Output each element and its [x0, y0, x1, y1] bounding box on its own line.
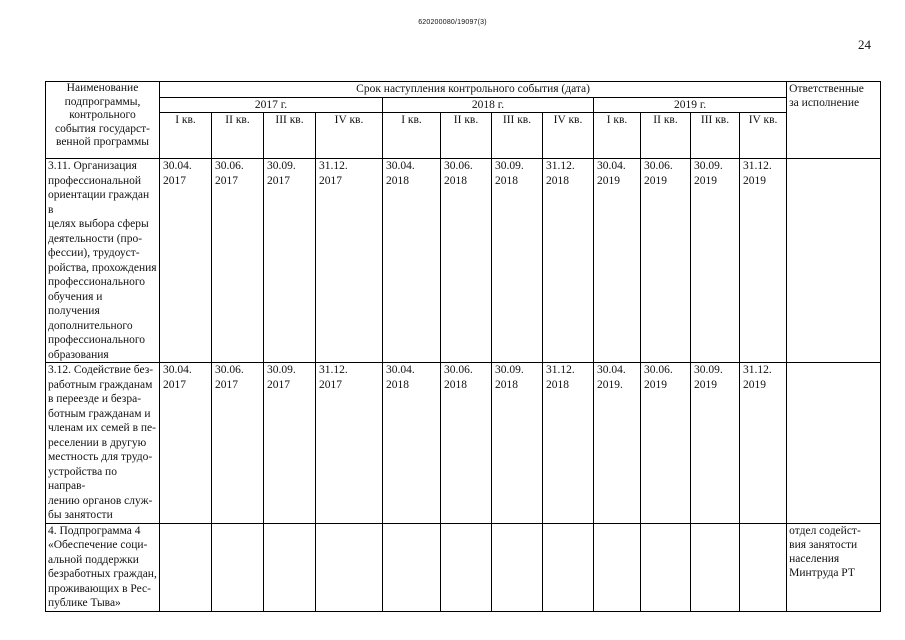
deadline-date-part: 2019	[743, 174, 766, 187]
deadline-date-part: 30.04.	[163, 364, 192, 376]
header-name-line: подпрограммы,	[64, 95, 141, 108]
deadline-date-cell	[316, 523, 383, 611]
deadline-date-cell	[641, 523, 691, 611]
event-name-line: работным гражданам	[48, 378, 153, 391]
deadline-date-part: 30.06.	[644, 364, 673, 376]
header-year: 2017 г.	[160, 97, 383, 113]
event-name-line: членам их семей в пе-	[48, 422, 156, 434]
event-name-line: местность для трудо-	[48, 451, 153, 463]
deadline-date-part: 2019	[644, 378, 667, 391]
deadline-date-cell	[441, 159, 492, 363]
event-name-line: ориентации граждан в	[48, 189, 150, 216]
event-name-line: целях выбора сферы	[48, 218, 149, 230]
deadline-date-cell	[383, 363, 441, 524]
deadline-date-cell	[160, 363, 212, 524]
header-quarter: II кв.	[441, 113, 492, 159]
deadline-date-part: 30.04.	[597, 364, 626, 376]
header-responsible	[787, 82, 881, 159]
deadline-date-part: 2019	[597, 174, 620, 187]
deadline-date-cell	[212, 159, 264, 363]
event-name-line: ботным гражданам и	[48, 407, 151, 420]
deadline-date-part: 30.06.	[215, 364, 244, 376]
deadline-date-part: 30.04.	[597, 160, 626, 172]
deadline-date-part: 30.04.	[386, 364, 415, 376]
event-name-line: проживающих в Рес-	[48, 582, 151, 595]
header-name-line: события государст-	[55, 122, 150, 135]
deadline-date-part: 2019	[644, 174, 667, 187]
deadline-date-cell	[543, 523, 594, 611]
header-name-column	[46, 82, 160, 159]
deadline-date-cell	[691, 523, 740, 611]
deadline-date-part: 30.06.	[644, 160, 673, 172]
deadline-date-cell	[492, 363, 543, 524]
deadline-date-cell	[316, 363, 383, 524]
deadline-date-part: 30.09.	[694, 160, 723, 172]
responsible-line: населения	[789, 552, 840, 565]
event-name-line: обучения и получения	[48, 290, 103, 317]
deadline-date-part: 2018	[495, 174, 518, 187]
event-name-line: образования	[48, 348, 109, 361]
event-name-line: бы занятости	[48, 509, 113, 521]
deadline-date-part: 31.12.	[319, 364, 348, 376]
deadline-date-cell	[316, 159, 383, 363]
deadline-date-part: 31.12.	[319, 160, 348, 172]
header-name-line: Наименование	[66, 82, 139, 94]
deadline-date-part: 30.09.	[495, 364, 524, 376]
responsible-cell	[787, 523, 881, 611]
deadline-date-part: 30.06.	[215, 160, 244, 172]
event-name-line: безработных граждан,	[48, 568, 157, 580]
deadline-date-cell	[740, 159, 787, 363]
deadline-date-part: 2017	[163, 174, 186, 187]
table-row	[46, 363, 881, 524]
deadline-date-part: 2019	[694, 378, 717, 391]
event-name-line: 4. Подпрограмма 4	[48, 524, 141, 537]
deadline-date-cell	[691, 363, 740, 524]
deadline-date-part: 2018	[386, 378, 409, 391]
event-name-line: в переезде и безра-	[48, 393, 142, 405]
deadline-date-cell	[160, 523, 212, 611]
deadline-date-cell	[641, 363, 691, 524]
deadline-date-cell	[594, 159, 641, 363]
header-quarter: I кв.	[160, 113, 212, 159]
header-quarter: IV кв.	[740, 113, 787, 159]
header-quarter: III кв.	[264, 113, 316, 159]
header-quarter: I кв.	[383, 113, 441, 159]
deadline-date-part: 30.09.	[495, 160, 524, 172]
header-responsible-line: за исполнение	[789, 97, 860, 109]
event-name-line: 3.11. Организация	[48, 160, 137, 172]
responsible-line: Минтруда РТ	[789, 566, 855, 579]
deadline-date-part: 2017	[215, 174, 238, 187]
deadline-date-part: 2017	[267, 378, 290, 391]
deadline-date-cell	[543, 159, 594, 363]
header-year: 2019 г.	[594, 97, 787, 113]
header-year: 2018 г.	[383, 97, 594, 113]
deadline-date-cell	[691, 159, 740, 363]
deadline-date-part: 2018	[444, 378, 467, 391]
event-name-line: реселении в другую	[48, 436, 147, 449]
deadline-date-part: 2018	[546, 378, 569, 391]
deadline-date-part: 2019.	[597, 378, 623, 391]
responsible-cell	[787, 159, 881, 363]
header-responsible-line: Ответственные	[789, 83, 864, 95]
event-name-line: ройства, прохождения	[48, 261, 157, 274]
page-number: 24	[858, 37, 871, 52]
event-name-line: 3.12. Содействие без-	[48, 364, 154, 376]
deadline-date-part: 30.09.	[694, 364, 723, 376]
header-name-line: венной программы	[55, 136, 150, 148]
deadline-date-cell	[383, 159, 441, 363]
event-name	[46, 363, 160, 524]
event-name-line: лению органов служ-	[48, 494, 153, 507]
header-quarter: II кв.	[641, 113, 691, 159]
deadline-date-cell	[264, 159, 316, 363]
deadline-date-cell	[441, 363, 492, 524]
deadline-date-part: 2017	[319, 174, 342, 187]
header-quarter: III кв.	[492, 113, 543, 159]
table-row	[46, 523, 881, 611]
event-name-line: фессии), трудоуст-	[48, 247, 140, 259]
header-quarter: IV кв.	[316, 113, 383, 159]
event-name-line: альной поддержки	[48, 553, 139, 566]
deadline-date-cell	[543, 363, 594, 524]
deadline-date-cell	[492, 523, 543, 611]
deadline-date-cell	[441, 523, 492, 611]
event-name-line: публике Тыва»	[48, 597, 121, 609]
deadline-date-part: 31.12.	[743, 160, 772, 172]
header-quarter: I кв.	[594, 113, 641, 159]
header-deadline: Срок наступления контрольного события (дата)	[160, 82, 787, 98]
responsible-line: вия занятости	[789, 538, 858, 551]
deadline-date-part: 2019	[743, 378, 766, 391]
deadline-date-cell	[383, 523, 441, 611]
deadline-date-cell	[641, 159, 691, 363]
deadline-date-part: 30.09.	[267, 160, 296, 172]
header-quarter: IV кв.	[543, 113, 594, 159]
document-code: 620200080/19097(3)	[418, 19, 487, 26]
event-name-line: профессионального	[48, 276, 146, 288]
deadline-date-part: 31.12.	[743, 364, 772, 376]
deadline-date-cell	[594, 363, 641, 524]
deadline-date-cell	[492, 159, 543, 363]
header-quarter: II кв.	[212, 113, 264, 159]
deadline-date-part: 30.06.	[444, 160, 473, 172]
deadline-date-part: 2018	[386, 174, 409, 187]
responsible-line: отдел содейст-	[789, 524, 861, 537]
event-name-line: профессиональной	[48, 174, 142, 187]
deadline-date-cell	[740, 523, 787, 611]
deadline-date-part: 2017	[319, 378, 342, 391]
deadline-date-part: 2017	[267, 174, 290, 187]
deadline-date-part: 2017	[215, 378, 238, 391]
header-quarter: III кв.	[691, 113, 740, 159]
deadline-date-part: 2018	[546, 174, 569, 187]
header-name-line: контрольного	[69, 109, 136, 121]
deadline-date-part: 30.06.	[444, 364, 473, 376]
deadline-date-cell	[740, 363, 787, 524]
deadline-date-part: 31.12.	[546, 364, 575, 376]
deadline-date-part: 2017	[163, 378, 186, 391]
deadline-date-cell	[594, 523, 641, 611]
table-row	[46, 159, 881, 363]
deadline-date-cell	[160, 159, 212, 363]
deadline-date-part: 30.09.	[267, 364, 296, 376]
control-events-table	[45, 81, 881, 612]
event-name-line: «Обеспечение соци-	[48, 539, 148, 551]
event-name	[46, 523, 160, 611]
deadline-date-cell	[264, 363, 316, 524]
event-name-line: профессионального	[48, 334, 146, 346]
event-name	[46, 159, 160, 363]
event-name-line: устройства по направ-	[48, 465, 117, 492]
event-name-line: деятельности (про-	[48, 232, 143, 245]
deadline-date-part: 2019	[694, 174, 717, 187]
deadline-date-cell	[264, 523, 316, 611]
event-name-line: дополнительного	[48, 319, 133, 332]
deadline-date-part: 2018	[444, 174, 467, 187]
responsible-cell	[787, 363, 881, 524]
deadline-date-part: 30.04.	[386, 160, 415, 172]
deadline-date-cell	[212, 523, 264, 611]
deadline-date-cell	[212, 363, 264, 524]
deadline-date-part: 2018	[495, 378, 518, 391]
deadline-date-part: 31.12.	[546, 160, 575, 172]
deadline-date-part: 30.04.	[163, 160, 192, 172]
